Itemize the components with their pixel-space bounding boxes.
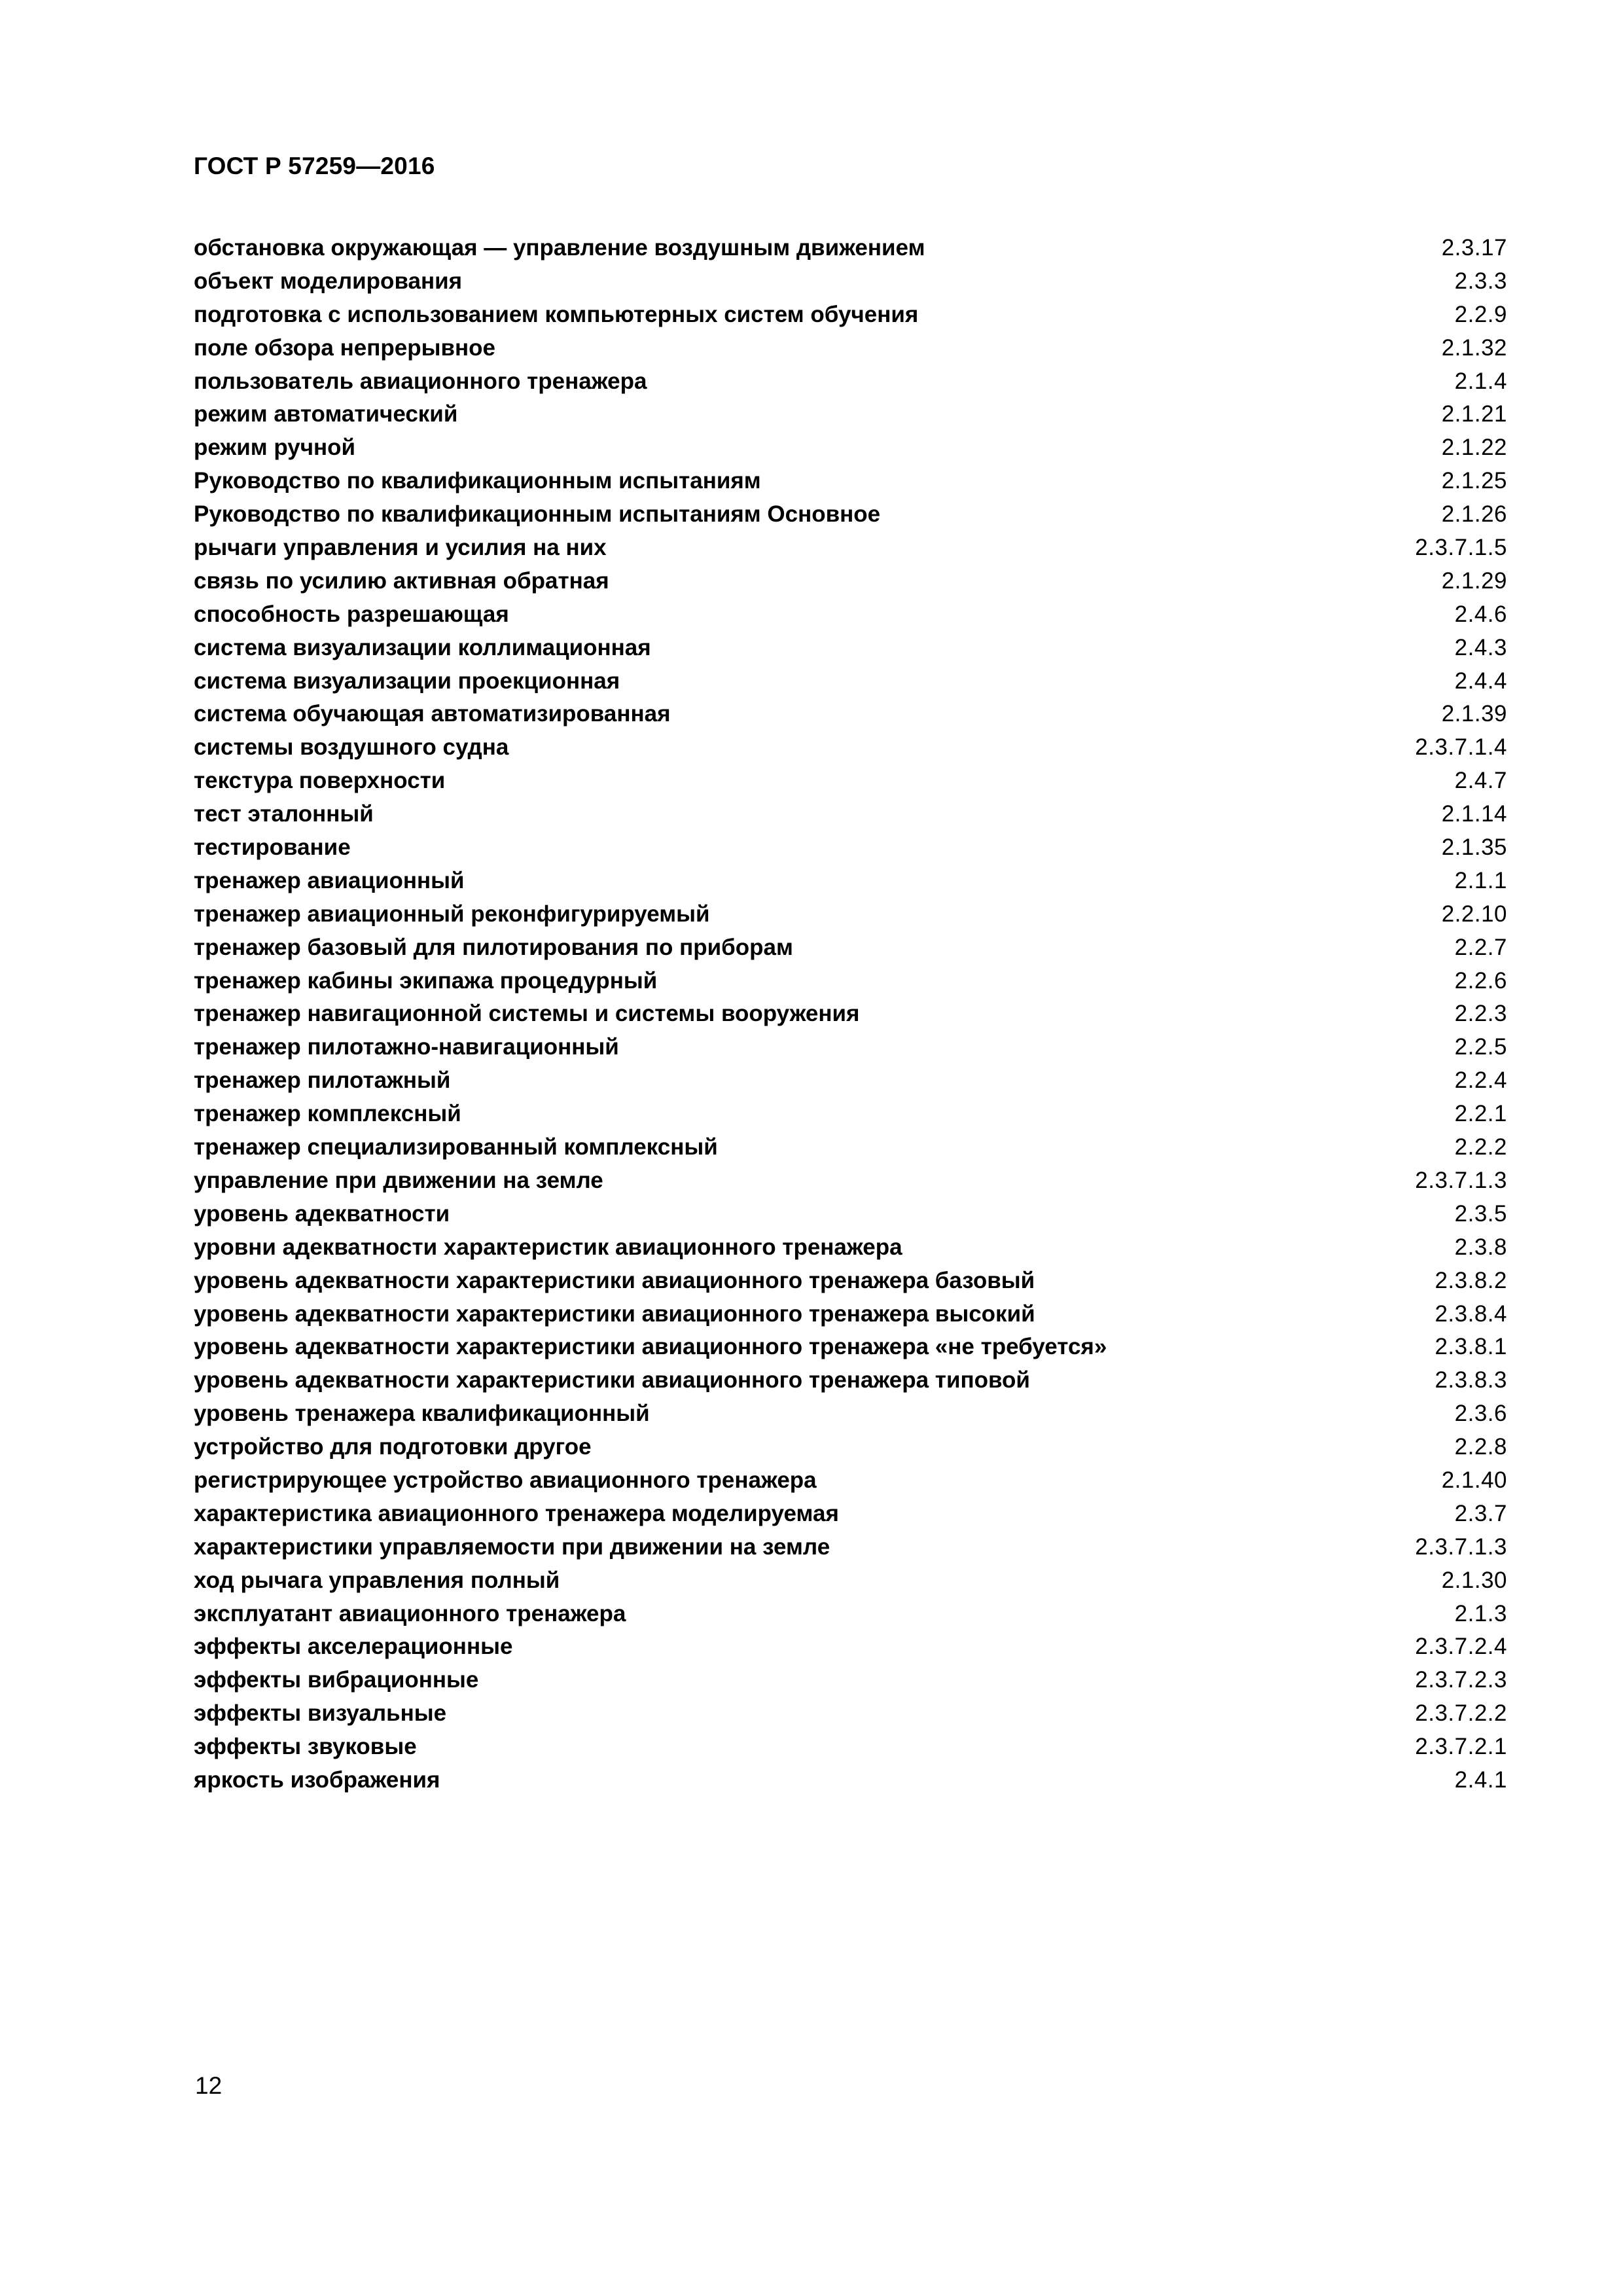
- index-section-ref: 2.2.4: [1454, 1067, 1507, 1094]
- index-term: эксплуатант авиационного тренажера: [194, 1600, 626, 1626]
- index-section-ref: 2.3.7.1.5: [1415, 535, 1507, 561]
- index-section-ref: 2.2.7: [1454, 934, 1507, 960]
- index-term: система визуализации проекционная: [194, 668, 620, 694]
- index-term: уровни адекватности характеристик авиационного тренажера: [194, 1234, 902, 1260]
- index-entry: [194, 365, 1507, 399]
- index-entry: [194, 1064, 1507, 1098]
- index-section-ref: 2.3.7.2.4: [1415, 1634, 1507, 1660]
- index-term: уровень адекватности характеристики авиационного тренажера типовой: [194, 1367, 1030, 1393]
- index-term: текстура поверхности: [194, 768, 446, 794]
- index-section-ref: 2.3.8: [1454, 1234, 1507, 1260]
- index-term: тренажер авиационный: [194, 867, 465, 893]
- index-section-ref: 2.1.35: [1441, 834, 1507, 861]
- index-entry: [194, 1498, 1507, 1531]
- index-entry: [194, 598, 1507, 632]
- index-entry: [194, 931, 1507, 965]
- index-section-ref: 2.2.2: [1454, 1134, 1507, 1160]
- index-section-ref: 2.3.5: [1454, 1200, 1507, 1227]
- index-entry: [194, 1331, 1507, 1364]
- index-section-ref: 2.1.22: [1441, 435, 1507, 461]
- index-term: Руководство по квалификационным испытаниям Основное: [194, 501, 881, 528]
- index-section-ref: 2.4.4: [1454, 668, 1507, 694]
- index-entry: [194, 265, 1507, 298]
- index-section-ref: 2.3.6: [1454, 1401, 1507, 1427]
- index-term: тренажер базовый для пилотирования по приборам: [194, 934, 793, 960]
- index-term: эффекты акселерационные: [194, 1634, 513, 1660]
- index-term: тренажер авиационный реконфигурируемый: [194, 901, 710, 927]
- index-section-ref: 2.3.7.1.3: [1415, 1167, 1507, 1193]
- index-term: тренажер пилотажный: [194, 1067, 451, 1094]
- index-term: рычаги управления и усилия на них: [194, 535, 607, 561]
- index-term: ход рычага управления полный: [194, 1567, 560, 1593]
- index-term: яркость изображения: [194, 1767, 440, 1793]
- index-term: система визуализации коллимационная: [194, 634, 651, 660]
- index-term: тренажер специализированный комплексный: [194, 1134, 718, 1160]
- index-section-ref: 2.3.8.3: [1435, 1367, 1507, 1393]
- index-section-ref: 2.3.3: [1454, 268, 1507, 294]
- index-section-ref: 2.4.6: [1454, 601, 1507, 627]
- index-entry: [194, 1131, 1507, 1164]
- index-term: подготовка с использованием компьютерных систем обучения: [194, 301, 919, 327]
- index-section-ref: 2.2.3: [1454, 1001, 1507, 1027]
- index-term: тренажер навигационной системы и системы вооружения: [194, 1001, 860, 1027]
- index-section-ref: 2.1.32: [1441, 334, 1507, 361]
- index-section-ref: 2.2.1: [1454, 1101, 1507, 1127]
- index-term: тренажер кабины экипажа процедурный: [194, 967, 658, 994]
- index-section-ref: 2.3.7.2.1: [1415, 1734, 1507, 1760]
- index-term: устройство для подготовки другое: [194, 1434, 592, 1460]
- index-term: уровень тренажера квалификационный: [194, 1401, 650, 1427]
- index-entry: [194, 865, 1507, 898]
- index-term: характеристика авиационного тренажера моделируемая: [194, 1500, 839, 1526]
- index-entry: [194, 698, 1507, 731]
- index-term: режим автоматический: [194, 401, 458, 427]
- index-term: Руководство по квалификационным испытаниям: [194, 468, 761, 494]
- index-entry: [194, 1764, 1507, 1797]
- index-term: эффекты вибрационные: [194, 1667, 479, 1693]
- index-entry: [194, 1265, 1507, 1298]
- index-section-ref: 2.3.7.1.4: [1415, 734, 1507, 761]
- index-entry: [194, 1731, 1507, 1764]
- index-term: эффекты визуальные: [194, 1700, 447, 1727]
- alphabetical-index-list: [194, 232, 1507, 1797]
- index-entry: [194, 1531, 1507, 1564]
- index-section-ref: 2.3.17: [1441, 235, 1507, 260]
- index-entry: [194, 1031, 1507, 1064]
- index-term: объект моделирования: [194, 268, 463, 294]
- index-term: режим ручной: [194, 435, 356, 461]
- index-entry: [194, 731, 1507, 764]
- index-term: тестирование: [194, 834, 351, 861]
- index-term: характеристики управляемости при движении на земле: [194, 1534, 830, 1560]
- index-entry: [194, 565, 1507, 598]
- index-section-ref: 2.1.29: [1441, 567, 1507, 594]
- index-section-ref: 2.3.8.1: [1435, 1334, 1507, 1360]
- index-section-ref: 2.1.4: [1454, 368, 1507, 394]
- index-entry: [194, 665, 1507, 698]
- index-entry: [194, 232, 1507, 265]
- index-entry: [194, 1098, 1507, 1131]
- index-section-ref: 2.3.7: [1454, 1500, 1507, 1526]
- index-term: эффекты звуковые: [194, 1734, 417, 1760]
- index-section-ref: 2.3.8.2: [1435, 1267, 1507, 1293]
- index-section-ref: 2.2.5: [1454, 1034, 1507, 1060]
- index-entry: [194, 831, 1507, 865]
- index-section-ref: 2.1.39: [1441, 701, 1507, 727]
- index-entry: [194, 298, 1507, 332]
- index-entry: [194, 431, 1507, 465]
- index-section-ref: 2.2.10: [1441, 901, 1507, 927]
- index-section-ref: 2.1.30: [1441, 1567, 1507, 1593]
- index-section-ref: 2.2.6: [1454, 967, 1507, 994]
- index-entry: [194, 531, 1507, 565]
- index-term: уровень адекватности характеристики авиационного тренажера высокий: [194, 1300, 1035, 1327]
- index-entry: [194, 997, 1507, 1031]
- index-entry: [194, 1298, 1507, 1331]
- index-term: поле обзора непрерывное: [194, 334, 495, 361]
- index-section-ref: 2.1.14: [1441, 801, 1507, 827]
- index-section-ref: 2.3.7.1.3: [1415, 1534, 1507, 1560]
- index-entry: [194, 1397, 1507, 1431]
- index-term: тренажер пилотажно-навигационный: [194, 1034, 619, 1060]
- index-term: тренажер комплексный: [194, 1101, 461, 1127]
- index-section-ref: 2.1.26: [1441, 501, 1507, 528]
- index-section-ref: 2.2.9: [1454, 301, 1507, 327]
- index-section-ref: 2.1.40: [1441, 1467, 1507, 1493]
- index-section-ref: 2.3.7.2.2: [1415, 1700, 1507, 1727]
- index-entry: [194, 1431, 1507, 1464]
- index-entry: [194, 764, 1507, 798]
- index-term: тест эталонный: [194, 801, 374, 827]
- index-entry: [194, 798, 1507, 831]
- index-term: уровень адекватности: [194, 1200, 450, 1227]
- index-section-ref: 2.4.3: [1454, 634, 1507, 660]
- index-term: уровень адекватности характеристики авиационного тренажера базовый: [194, 1267, 1035, 1293]
- index-entry: [194, 1697, 1507, 1731]
- index-term: управление при движении на земле: [194, 1167, 603, 1193]
- index-entry: [194, 1598, 1507, 1631]
- index-section-ref: 2.1.1: [1454, 867, 1507, 893]
- index-section-ref: 2.2.8: [1454, 1434, 1507, 1460]
- index-term: системы воздушного судна: [194, 734, 509, 761]
- index-entry: [194, 898, 1507, 931]
- index-entry: [194, 1231, 1507, 1265]
- index-entry: [194, 498, 1507, 531]
- index-term: уровень адекватности характеристики авиационного тренажера «не требуется»: [194, 1334, 1107, 1360]
- index-section-ref: 2.4.1: [1454, 1767, 1507, 1793]
- index-entry: [194, 1464, 1507, 1498]
- index-entry: [194, 632, 1507, 665]
- index-section-ref: 2.1.21: [1441, 401, 1507, 427]
- index-term: связь по усилию активная обратная: [194, 567, 609, 594]
- index-section-ref: 2.4.7: [1454, 768, 1507, 794]
- index-term: регистрирующее устройство авиационного тренажера: [194, 1467, 817, 1493]
- index-entry: [194, 965, 1507, 998]
- index-term: обстановка окружающая — управление воздушным движением: [194, 235, 925, 260]
- index-section-ref: 2.3.7.2.3: [1415, 1667, 1507, 1693]
- index-section-ref: 2.3.8.4: [1435, 1300, 1507, 1327]
- index-term: способность разрешающая: [194, 601, 509, 627]
- document-code-header: ГОСТ Р 57259—2016: [194, 152, 435, 179]
- index-entry: [194, 332, 1507, 365]
- index-entry: [194, 1198, 1507, 1231]
- index-section-ref: 2.1.25: [1441, 468, 1507, 494]
- index-entry: [194, 1664, 1507, 1697]
- index-entry: [194, 1164, 1507, 1198]
- index-entry: [194, 1630, 1507, 1664]
- page-number: 12: [195, 2072, 223, 2099]
- index-term: система обучающая автоматизированная: [194, 701, 671, 727]
- index-entry: [194, 465, 1507, 498]
- index-section-ref: 2.1.3: [1454, 1600, 1507, 1626]
- index-entry: [194, 1364, 1507, 1397]
- index-entry: [194, 398, 1507, 431]
- index-entry: [194, 1564, 1507, 1598]
- index-term: пользователь авиационного тренажера: [194, 368, 647, 394]
